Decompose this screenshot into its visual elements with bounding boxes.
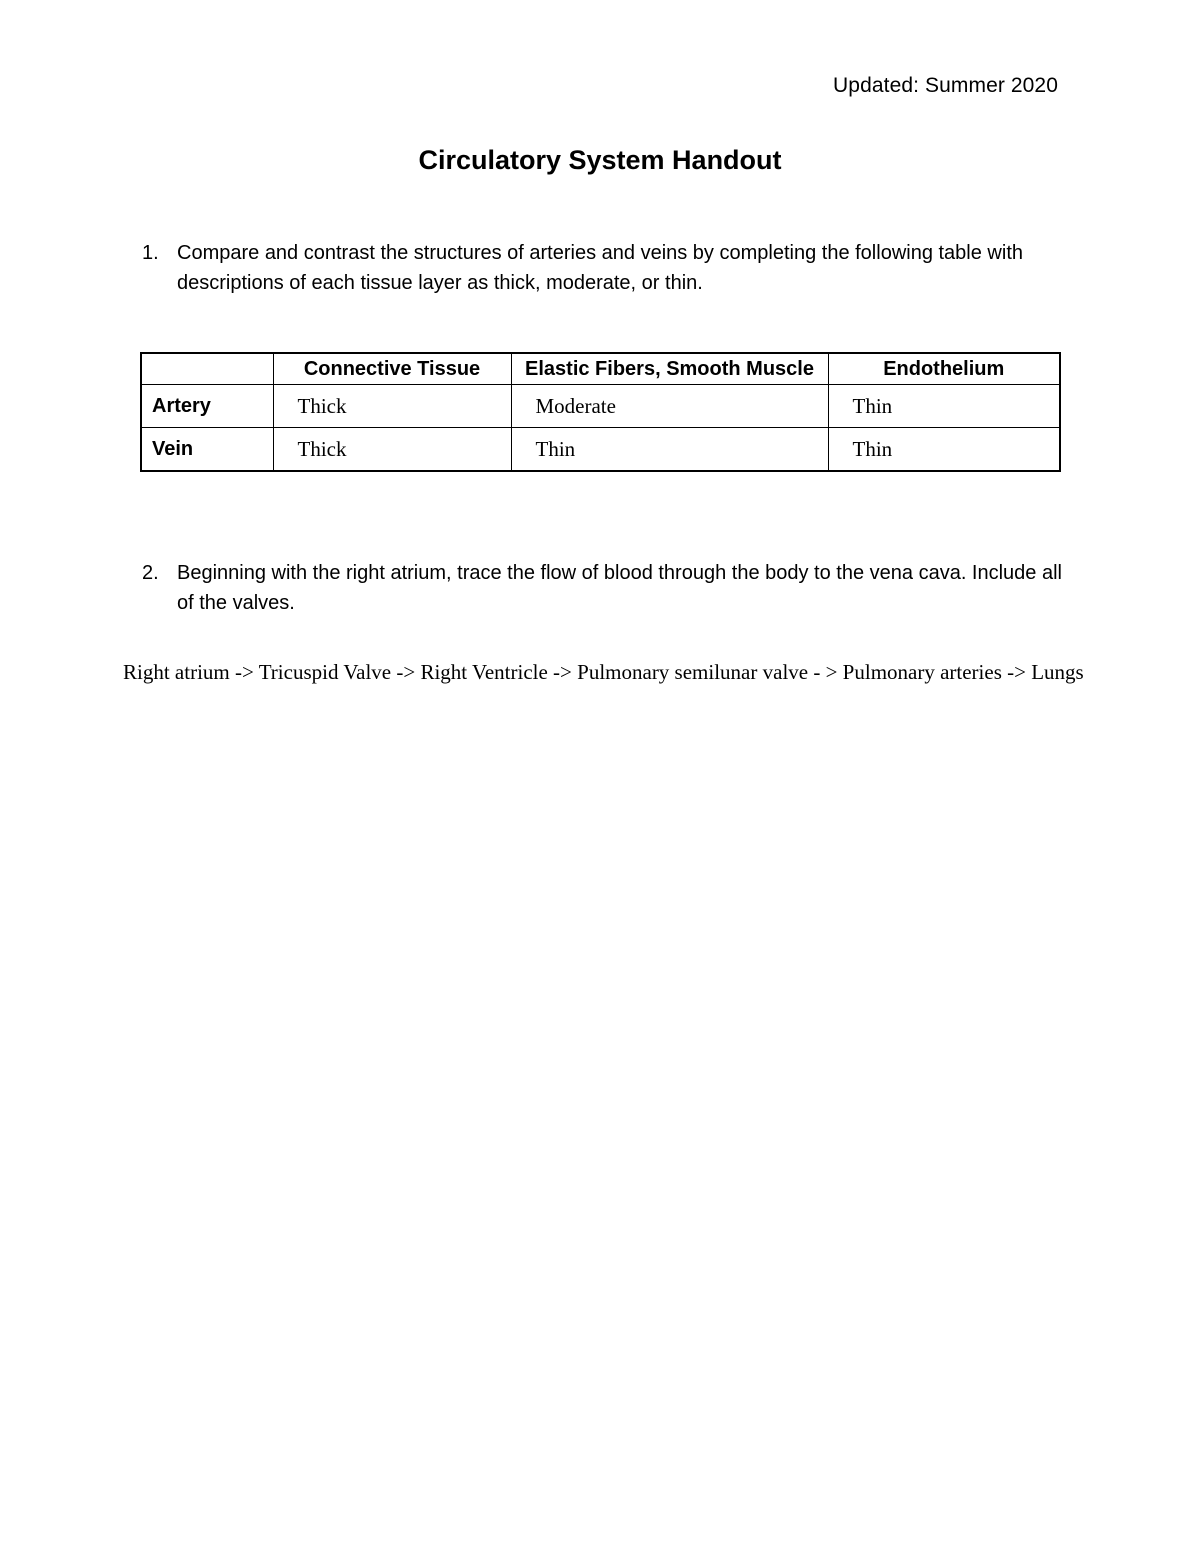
- vein-connective-tissue-cell: Thick: [273, 428, 511, 472]
- table-row-artery: [141, 385, 1060, 428]
- artery-elastic-fibers-cell: Moderate: [511, 385, 828, 428]
- table-header-connective-tissue: Connective Tissue: [273, 353, 511, 385]
- question-2: [142, 558, 1072, 618]
- row-label-vein: Vein: [141, 428, 273, 472]
- question-1-text: Compare and contrast the structures of arteries and veins by completing the following table with descriptions of each tissue layer as thick, moderate, or thin.: [177, 242, 1023, 294]
- vein-elastic-fibers-cell: Thin: [511, 428, 828, 472]
- question-1: [142, 238, 1072, 298]
- table-header-elastic-fibers: Elastic Fibers, Smooth Muscle: [511, 353, 828, 385]
- table-row-vein: [141, 428, 1060, 472]
- page-title: Circulatory System Handout: [418, 145, 782, 175]
- tissue-layer-table: [140, 352, 1061, 472]
- table-header-row: [141, 353, 1060, 385]
- answer-2-text: Right atrium -> Tricuspid Valve -> Right Ventricle -> Pulmonary semilunar valve - > Pulmonary arteries -> Lungs: [123, 660, 1084, 684]
- row-label-artery: Artery: [141, 385, 273, 428]
- question-1-number: 1.: [142, 242, 159, 264]
- question-2-text: Beginning with the right atrium, trace the flow of blood through the body to the vena cava. Include all of the valves.: [177, 562, 1062, 614]
- artery-connective-tissue-cell: Thick: [273, 385, 511, 428]
- table-header-endothelium: Endothelium: [828, 353, 1060, 385]
- table-header-empty: [141, 353, 273, 385]
- question-2-number: 2.: [142, 562, 159, 584]
- vein-endothelium-cell: Thin: [828, 428, 1060, 472]
- updated-date: Updated: Summer 2020: [833, 74, 1058, 97]
- artery-endothelium-cell: Thin: [828, 385, 1060, 428]
